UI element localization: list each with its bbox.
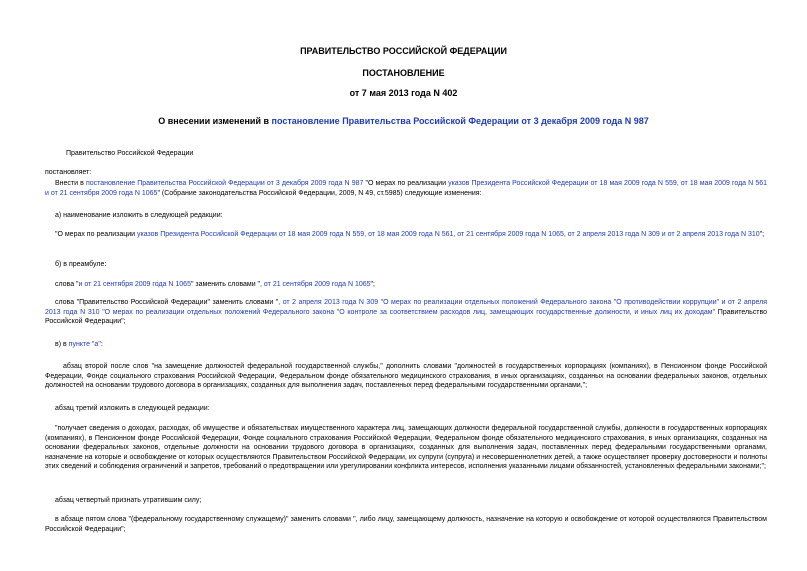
paragraph-1 (45, 179, 767, 198)
paragraph-4: б) в преамбуле: (55, 261, 107, 268)
p5-link-1[interactable]: и от 21 сентября 2009 года N 1065 (78, 281, 191, 288)
p5-link-2[interactable]: , от 21 сентября 2009 года N 1065 (260, 281, 371, 288)
p6-text-a: слова "Правительство Российской Федерации" заменить словами " (55, 299, 279, 306)
paragraph-5 (55, 280, 375, 290)
document-title (0, 116, 807, 126)
p7-text-a: в) в (55, 341, 69, 348)
p6-text-b: Правительство Российской Федерации"; (45, 308, 768, 325)
paragraph-2: а) наименование изложить в следующей редакции: (55, 212, 223, 219)
paragraph-resolves: постановляет: (45, 169, 92, 176)
p6-link[interactable]: , от 2 апреля 2013 года N 309 "О мерах по реализации отдельных положений Федерального закона "О противодействии коррупции" и от 2 апреля 2013 года N 310 "О мерах по реализации отдельных положений Федерального закона "О контроле за соответствием расходов лиц, замещающих государственные должности, и иных лиц их доходам" (45, 299, 767, 316)
header-doc-type: ПОСТАНОВЛЕНИЕ (362, 68, 445, 78)
p1-link-resolution[interactable]: постановление Правительства Российской Федерации от 3 декабря 2009 года N 987 (85, 180, 364, 187)
p1-text-b: "О мерах по реализации (363, 180, 449, 187)
header-org: ПРАВИТЕЛЬСТВО РОССИЙСКОЙ ФЕДЕРАЦИИ (300, 46, 507, 56)
header-date: от 7 мая 2013 года N 402 (349, 88, 458, 98)
p1-link-decrees[interactable]: указов Президента Российской Федерации от 18 мая 2009 года N 559, от 18 мая 2009 года N 561 и от 21 сентября 2009 года N 1065 (45, 180, 767, 197)
paragraph-12: в абзаце пятом слова "(федеральному государственному служащему)" заменить словами ", либо лицу, замещающему должность, назначение на которую и освобождение от которой осуществляются Правительством Российской Федерации"; (45, 516, 767, 533)
paragraph-7 (55, 340, 103, 350)
paragraph-3 (45, 230, 767, 240)
paragraph-government: Правительство Российской Федерации (66, 150, 194, 157)
p7-link-clause-a[interactable]: пункте "а" (68, 341, 101, 348)
paragraph-8: абзац второй после слов "на замещение должностей федеральной государственной службы," дополнить словами "должностей в государственных корпорациях (компаниях), в Пенсионном фонде Российской Федерации, Фонде социального страхования Российской Федерации, Федеральном фонде обязательного медицинского страхования, в иных организациях, созданных на основании федеральных законов, отдельных должностей на основании трудового договора в организациях, созданных для выполнения задач, поставленных перед федеральными государственными органами,"; (45, 363, 767, 389)
paragraph-9: абзац третий изложить в следующей редакции: (55, 405, 210, 412)
p3-link-decrees[interactable]: указов Президента Российской Федерации от 18 мая 2009 года N 559, от 18 мая 2009 года N 561, от 21 сентября 2009 года N 1065, от 2 апреля 2013 года N 309 и от 2 апреля 2013 года N 310 (137, 231, 760, 238)
p7-text-b: : (100, 341, 103, 348)
paragraph-6 (45, 298, 767, 327)
p5-text-c: "; (370, 281, 375, 288)
p5-text-b: " заменить словами " (190, 281, 261, 288)
title-prefix: О внесении изменений в (158, 116, 272, 126)
p3-text-b: "; (759, 231, 765, 238)
p1-text-a: Внести в (55, 180, 86, 187)
p5-text-a: слова " (55, 281, 79, 288)
paragraph-11: абзац четвертый признать утратившим силу; (55, 497, 202, 504)
title-link[interactable]: постановление Правительства Российской Федерации от 3 декабря 2009 года N 987 (271, 116, 649, 126)
paragraph-10: "получает сведения о доходах, расходах, об имуществе и обязательствах имущественного характера лиц, замещающих должности федеральной государственной службы, должности в государственных корпорациях (компаниях), в Пенсионном фонде Российской Федерации, Фонде социального страхования Российской Федерации, Федеральном фонде обязательного медицинского страхования, в иных организациях, созданных на основании федеральных законов, отдельные должности на основании трудового договора в организациях, созданных для выполнения задач, поставленных перед федеральными государственными органами, назначение на которые и освобождение от которых осуществляются Правительством Российской Федерации, их супруги (супруга) и несовершеннолетних детей, а также осуществляет проверку достоверности и полноты этих сведений и соблюдения ограничений и запретов, требований о предотвращении или урегулировании конфликта интересов, исполнения указанными лицами обязанностей, установленных федеральными законами;"; (45, 425, 767, 470)
p1-text-c: " (Собрание законодательства Российской Федерации, 2009, N 49, ст.5985) следующие изменения: (157, 189, 482, 197)
p3-text-a: "О мерах по реализации (55, 231, 137, 238)
